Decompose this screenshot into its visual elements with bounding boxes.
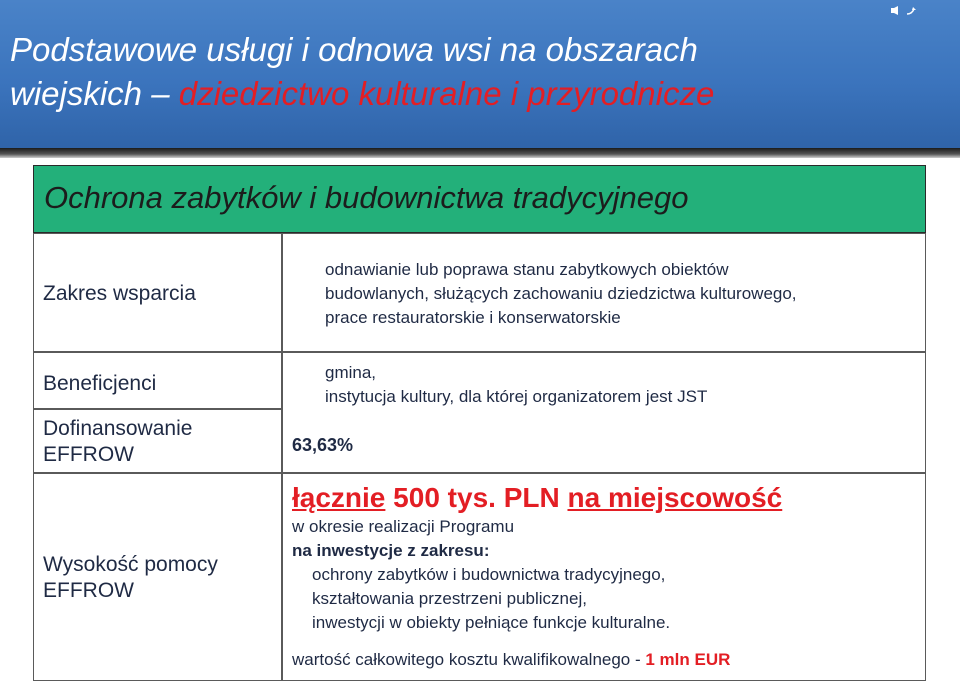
wysokosc-cost [292,648,922,672]
wysokosc-scope-intro: na inwestycje z zakresu: [292,541,490,560]
title-divider [0,148,960,158]
beneficjenci-text [325,361,925,409]
headline-total: łącznie [292,482,386,513]
dofinansowanie-value: 63,63% [292,435,354,455]
wysokosc-period: w okresie realizacji Programu [292,517,515,536]
wysokosc-text [292,481,922,672]
zakres-line: prace restauratorskie i konserwatorskie [325,308,621,327]
value-cell-zakres [282,233,926,352]
beneficjenci-line: gmina, [325,363,377,382]
scope-item: inwestycji w obiekty pełniące funkcje kulturalne. [312,613,671,632]
title-line-2-accent: dziedzictwo kulturalne i przyrodnicze [178,75,715,112]
slide-title [10,28,930,116]
wysokosc-headline [292,481,922,515]
label-cell-beneficjenci [33,352,282,409]
label-cell-wysokosc [33,473,282,681]
headline-amount: 500 tys. PLN [393,482,560,513]
label-beneficjenci: Beneficjenci [43,372,157,395]
label-dofinansowanie-line: EFFROW [43,443,134,466]
label-cell-dofinansowanie [33,409,282,473]
zakres-line: odnawianie lub poprawa stanu zabytkowych obiektów [325,260,729,279]
zakres-text [325,258,925,330]
speaker-icon[interactable] [890,5,918,17]
label-cell-zakres [33,233,282,352]
title-line-1: Podstawowe usługi i odnowa wsi na obszarach [10,31,698,68]
scope-item: ochrony zabytków i budownictwa tradycyjnego, [312,565,666,584]
title-line-2-lead: wiejskich – [10,75,179,112]
label-wysokosc [43,552,218,604]
headline-per-locality: na miejscowość [567,482,783,513]
label-wysokosc-line: Wysokość pomocy [43,553,218,576]
value-cell-beneficjenci [282,352,926,473]
label-dofinansowanie-line: Dofinansowanie [43,417,193,440]
beneficjenci-line: instytucja kultury, dla której organizatorem jest JST [325,387,708,406]
label-zakres: Zakres wsparcia [43,282,196,305]
cost-value: 1 mln EUR [645,650,731,669]
table-heading: Ochrona zabytków i budownictwa tradycyjnego [44,180,689,215]
scope-item: kształtowania przestrzeni publicznej, [312,589,587,608]
title-line-2 [10,72,930,116]
value-cell-wysokosc [282,473,926,681]
label-wysokosc-line: EFFROW [43,579,134,602]
support-table [33,165,926,681]
table-heading-band [33,165,926,233]
cost-prefix: wartość całkowitego kosztu kwalifikowalnego - [292,650,646,669]
zakres-line: budowlanych, służących zachowaniu dziedzictwa kulturowego, [325,284,797,303]
label-dofinansowanie [43,416,192,468]
